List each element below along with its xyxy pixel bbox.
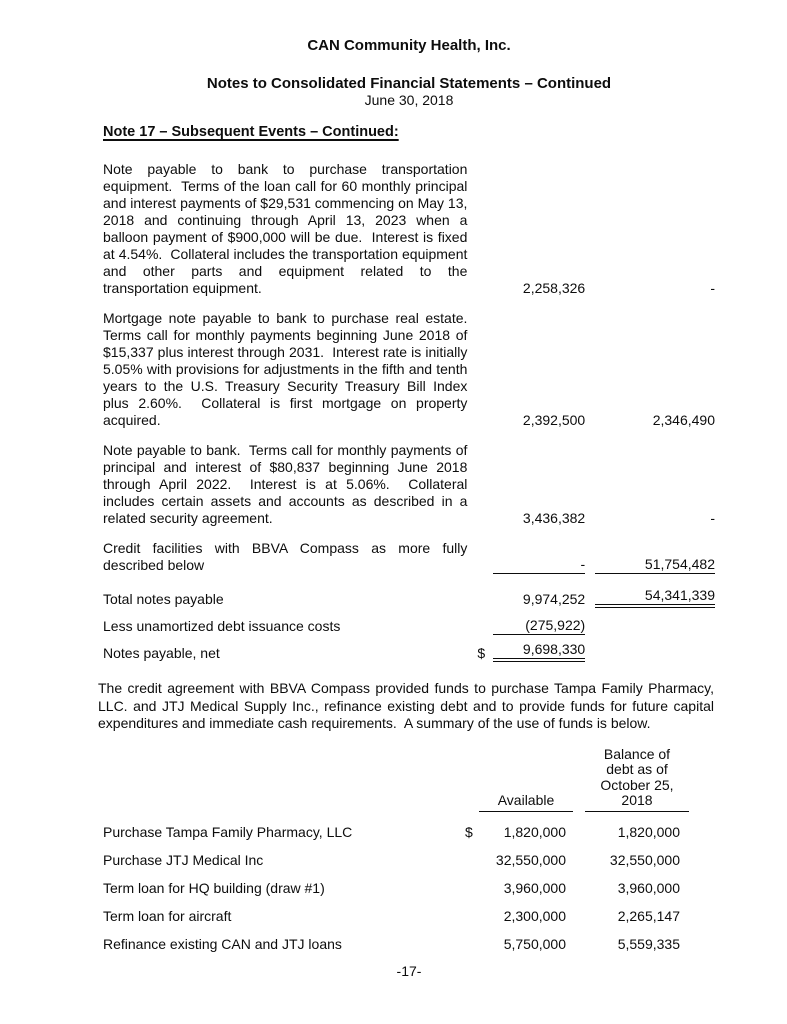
row-label: Less unamortized debt issuance costs <box>103 618 341 634</box>
document-date: June 30, 2018 <box>364 92 454 108</box>
available-amount: 2,300,000 <box>503 907 566 924</box>
available-column-header: Available <box>479 791 573 812</box>
balance-amount: 32,550,000 <box>609 851 680 868</box>
note-description: Note payable to bank. Terms call for monthly payments of principal and interest of $80,837 beginning June 2018 through April 2022. Interest is at 5.06%. Collateral includes certain assets and accounts as described in a related security agreement. <box>103 442 472 526</box>
debt-issuance-costs-row <box>103 617 715 635</box>
row-label: Refinance existing CAN and JTJ loans <box>103 935 342 952</box>
note-row-credit-facilities <box>103 540 715 574</box>
balance-header-line: Balance of <box>603 745 671 762</box>
col1-amount: 3,436,382 <box>522 510 586 526</box>
available-amount: 1,820,000 <box>503 823 566 840</box>
funds-row-jtj-medical <box>103 852 715 869</box>
notes-payable-net-row <box>103 641 715 662</box>
col2-amount: - <box>710 280 715 296</box>
row-label: Term loan for aircraft <box>103 907 232 924</box>
balance-header-line: debt as of <box>606 761 668 777</box>
funds-row-aircraft <box>103 908 715 925</box>
col2-amount: 54,341,339 <box>595 587 715 608</box>
balance-amount: 5,559,335 <box>617 935 680 952</box>
note-description: Note payable to bank to purchase transportation equipment. Terms of the loan call for 60 monthly principal and interest payments of $29,531 commencing on May 13, 2018 and continuing through April 13, 2023 when a balloon payment of $900,000 will be due. Interest is fixed at 4.54%. Collateral includes the transportation equipment and other parts and equipment related to the transportation equipment. <box>103 161 472 296</box>
col1-amount: 2,258,326 <box>522 280 586 296</box>
note-row-bank-note <box>103 442 715 527</box>
funds-row-tampa-pharmacy <box>103 824 715 841</box>
col2-amount: 2,346,490 <box>652 412 715 428</box>
use-of-funds-table <box>103 747 715 953</box>
page-number: -17- <box>396 963 422 979</box>
available-amount: 3,960,000 <box>503 879 566 896</box>
funds-row-hq-building <box>103 880 715 897</box>
balance-header-line: October 25, <box>600 776 674 793</box>
col1-amount: 9,974,252 <box>522 591 586 607</box>
col1-amount: (275,922) <box>493 617 585 635</box>
col1-amount: 9,698,330 <box>493 641 585 662</box>
col1-amount: - <box>493 556 585 574</box>
funds-table-header <box>103 747 715 812</box>
row-label: Purchase Tampa Family Pharmacy, LLC <box>103 823 353 840</box>
total-notes-payable-row <box>103 587 715 608</box>
dollar-sign: $ <box>477 645 486 661</box>
notes-payable-table <box>103 161 715 662</box>
note-row-mortgage-real-estate <box>103 310 715 429</box>
balance-column-header <box>585 747 689 812</box>
balance-amount: 1,820,000 <box>617 823 680 840</box>
funds-table-rows <box>103 824 715 953</box>
section-heading: Note 17 – Subsequent Events – Continued: <box>103 124 399 140</box>
row-label: Purchase JTJ Medical Inc <box>103 851 264 868</box>
balance-amount: 3,960,000 <box>617 879 680 896</box>
row-label: Term loan for HQ building (draw #1) <box>103 879 325 896</box>
row-label: Total notes payable <box>103 591 224 607</box>
note-description: Mortgage note payable to bank to purchase real estate. Terms call for monthly payments beginning June 2018 of $15,337 plus interest through 2031. Interest rate is initially 5.05% with provisions for adjustments in the fifth and tenth years to the U.S. Treasury Security Treasury Bill Index plus 2.60%. Collateral is first mortgage on property acquired. <box>103 310 476 428</box>
col2-amount: 51,754,482 <box>595 556 715 574</box>
funds-row-refinance <box>103 936 715 953</box>
balance-header-line: 2018 <box>621 792 653 808</box>
note-description: Credit facilities with BBVA Compass as more fully described below <box>103 540 472 573</box>
col1-amount: 2,392,500 <box>522 412 586 428</box>
row-label: Notes payable, net <box>103 645 220 661</box>
document-header <box>103 38 715 108</box>
available-amount: 5,750,000 <box>503 935 566 952</box>
credit-agreement-paragraph: The credit agreement with BBVA Compass provided funds to purchase Tampa Family Pharmacy, LLC. and JTJ Medical Supply Inc., refinance existing debt and to provide funds for future capital expenditures and immediate cash requirements. A summary of the use of funds is below. <box>98 680 718 731</box>
document-title: Notes to Consolidated Financial Statements – Continued <box>206 75 612 92</box>
balance-amount: 2,265,147 <box>617 907 680 924</box>
company-name: CAN Community Health, Inc. <box>307 37 511 54</box>
available-amount: 32,550,000 <box>495 851 566 868</box>
col2-amount: - <box>710 510 715 526</box>
dollar-sign: $ <box>465 823 473 840</box>
note-row-transportation-equipment <box>103 161 715 297</box>
